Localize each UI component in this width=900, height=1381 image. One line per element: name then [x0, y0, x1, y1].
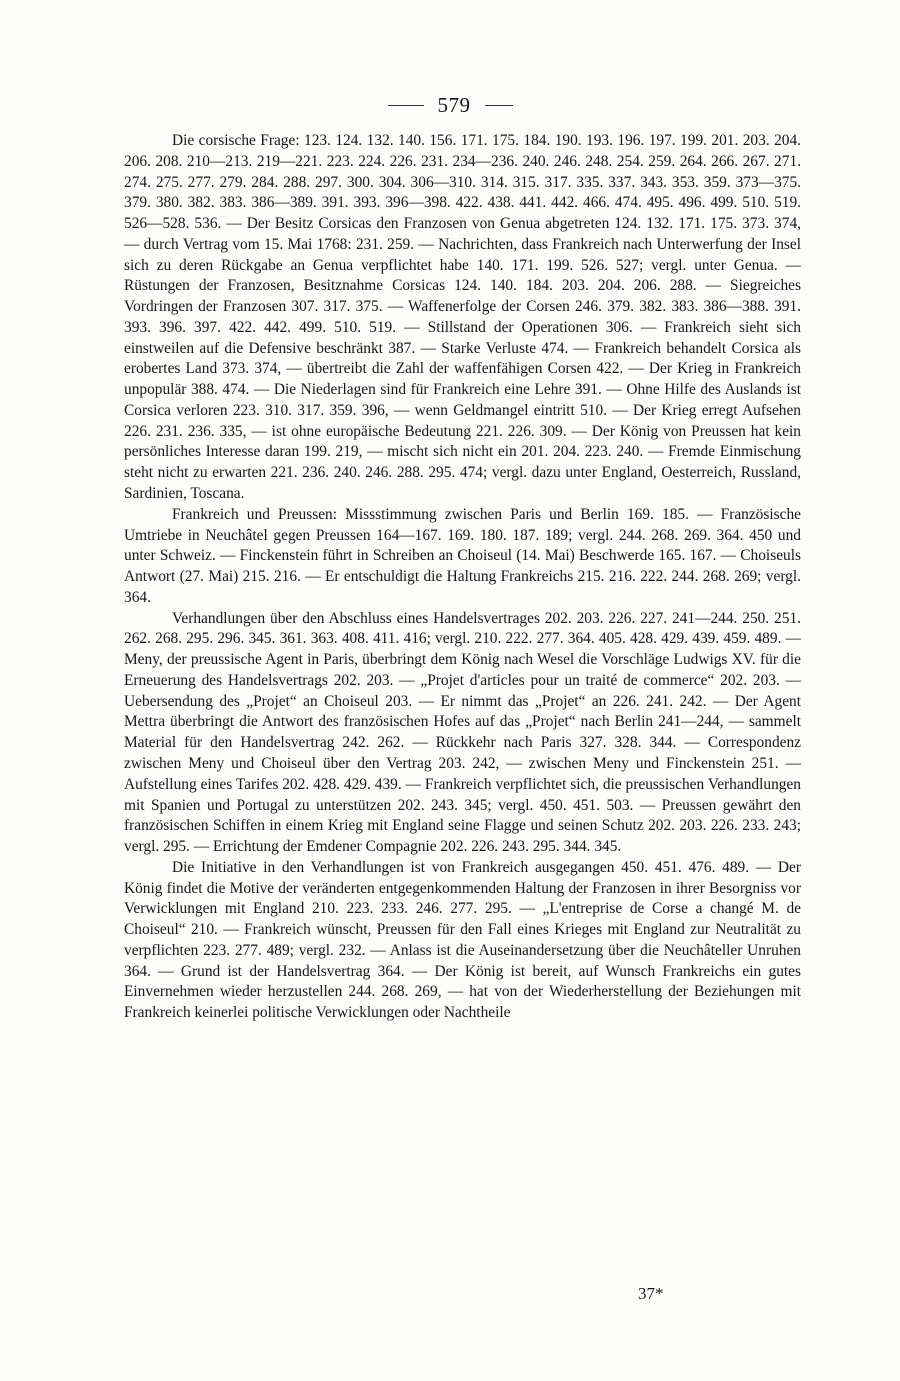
paragraph-france-and-prussia: Frankreich und Preussen: Missstimmung zwischen Paris und Berlin 169. 185. — Französische Umtriebe in Neuchâtel gegen Preussen 164—167. 169. 180. 187. 189; vergl. 244. 268. 269. 364. 450 und unter Schweiz. — Finckenstein führt in Schreiben an Choiseul (14. Mai) Beschwerde 165. 167. — Choiseuls Antwort (27. Mai) 215. 216. — Er entschuldigt die Haltung Frankreichs 215. 216. 222. 244. 268. 269; vergl. 364. — [124, 505, 801, 606]
paragraph-initiative: Die Initiative in den Verhandlungen ist von Frankreich ausgegangen 450. 451. 476. 489. — Der König findet die Motive der veränderten entgegenkommenden Haltung der Franzosen in ihrer Besorgniss vor Verwicklungen mit England 210. 223. 233. 246. 277. 295. — „L'entreprise de Corse a changé M. de Choiseul“ 210. — Frankreich wünscht, Preussen für den Fall eines Krieges mit England zur Neutralität zu verpflichten 223. 277. 489; vergl. 232. — Anlass ist die Auseinandersetzung über die Neuchâteller Unruhen 364. — Grund ist der Handelsvertrag 364. — Der König ist bereit, auf Wunsch Frankreichs ein gutes Einvernehmen wieder herzustellen 244. 268. 269, — hat von der Wiederherstellung der Beziehungen mit Frankreich keinerlei politische Verwicklungen oder Nachtheile — [124, 858, 801, 1022]
body-text — [124, 131, 801, 1024]
paragraph-corsican-question: Die corsische Frage: 123. 124. 132. 140. 156. 171. 175. 184. 190. 193. 196. 197. 199. 201. 203. 204. 206. 208. 210—213. 219—221. 223. 224. 226. 231. 234—236. 240. 246. 248. 254. 259. 264. 266. 267. 271. 274. 275. 277. 279. 284. 288. 297. 300. 304. 306—310. 314. 315. 317. 335. 337. 343. 353. 359. 373—375. 379. 380. 382. 383. 386—389. 391. 393. 396—398. 422. 438. 441. 442. 466. 474. 495. 496. 499. 510. 519. 526—528. 536. — Der Besitz Corsicas den Franzosen von Genua abgetreten 124. 132. 171. 175. 373. 374, — durch Vertrag vom 15. Mai 1768: 231. 259. — Nachrichten, dass Frankreich nach Unterwerfung der Insel sich zu deren Rückgabe an Genua verpflichtet habe 140. 171. 199. 526. 527; vergl. unter Genua. — Rüstungen der Franzosen, Besitznahme Corsicas 124. 140. 184. 203. 204. 206. 288. — Siegreiches Vordringen der Franzosen 307. 317. 375. — Waffenerfolge der Corsen 246. 379. 382. 383. 386—388. 391. 393. 396. 397. 422. 442. 499. 510. 519. — Stillstand der Operationen 306. — Frankreich sieht sich einstweilen auf die Defensive beschränkt 387. — Starke Verluste 474. — Frankreich behandelt Corsica als erobertes Land 373. 374, — übertreibt die Zahl der waffenfähigen Corsen 422. — Der Krieg in Frankreich unpopulär 388. 474. — Die Niederlagen sind für Frankreich eine Lehre 391. — Ohne Hilfe des Auslands ist Corsica verloren 223. 310. 317. 359. 396, — wenn Geldmangel eintritt 510. — Der Krieg erregt Aufsehen 226. 231. 236. 335, — ist ohne europäische Bedeutung 221. 226. 309. — Der König von Preussen hat kein persönliches Interesse daran 199. 219, — mischt sich nicht ein 201. 204. 223. 240. — Fremde Einmischung steht nicht zu erwarten 221. 236. 240. 246. 288. 295. 474; vergl. dazu unter England, Oesterreich, Russland, Sardinien, Toscana. — [124, 132, 801, 503]
page-header — [0, 90, 900, 120]
sheet-signature: 37* — [638, 1284, 664, 1303]
header-rule-left — [388, 105, 424, 106]
page-number: 579 — [437, 92, 471, 117]
header-rule-right — [485, 105, 513, 106]
paragraph-trade-negotiations: Verhandlungen über den Abschluss eines Handelsvertrages 202. 203. 226. 227. 241—244. 250. 251. 262. 268. 295. 296. 345. 361. 363. 408. 411. 416; vergl. 210. 222. 277. 364. 405. 428. 429. 439. 459. 489. — Meny, der preussische Agent in Paris, überbringt dem König nach Wesel die Vorschläge Ludwigs XV. für die Erneuerung des Handelsvertrags 202. 203. — „Projet d'articles pour un traité de commerce“ 202. 203. — Uebersendung des „Projet“ an Choiseul 203. — Er nimmt das „Projet“ an 226. 241. 242. — Der Agent Mettra überbringt die Antwort des französischen Hofes auf das „Projet“ nach Berlin 241—244, — sammelt Material für den Handelsvertrag 242. 262. — Rückkehr nach Paris 327. 328. 344. — Correspondenz zwischen Meny und Choiseul über den Vertrag 203. 242, — zwischen Meny und Finckenstein 251. — Aufstellung eines Tarifes 202. 428. 429. 439. — Frankreich verpflichtet sich, die preussischen Verhandlungen mit Spanien und Portugal zu unterstützen 202. 243. 345; vergl. 450. 451. 503. — Preussen gewährt den französischen Schiffen in einem Krieg mit England seine Flagge und seinen Schutz 202. 203. 226. 233. 243; vergl. 295. — Errichtung der Emdener Compagnie 202. 226. 243. 295. 344. 345. — [124, 609, 801, 856]
